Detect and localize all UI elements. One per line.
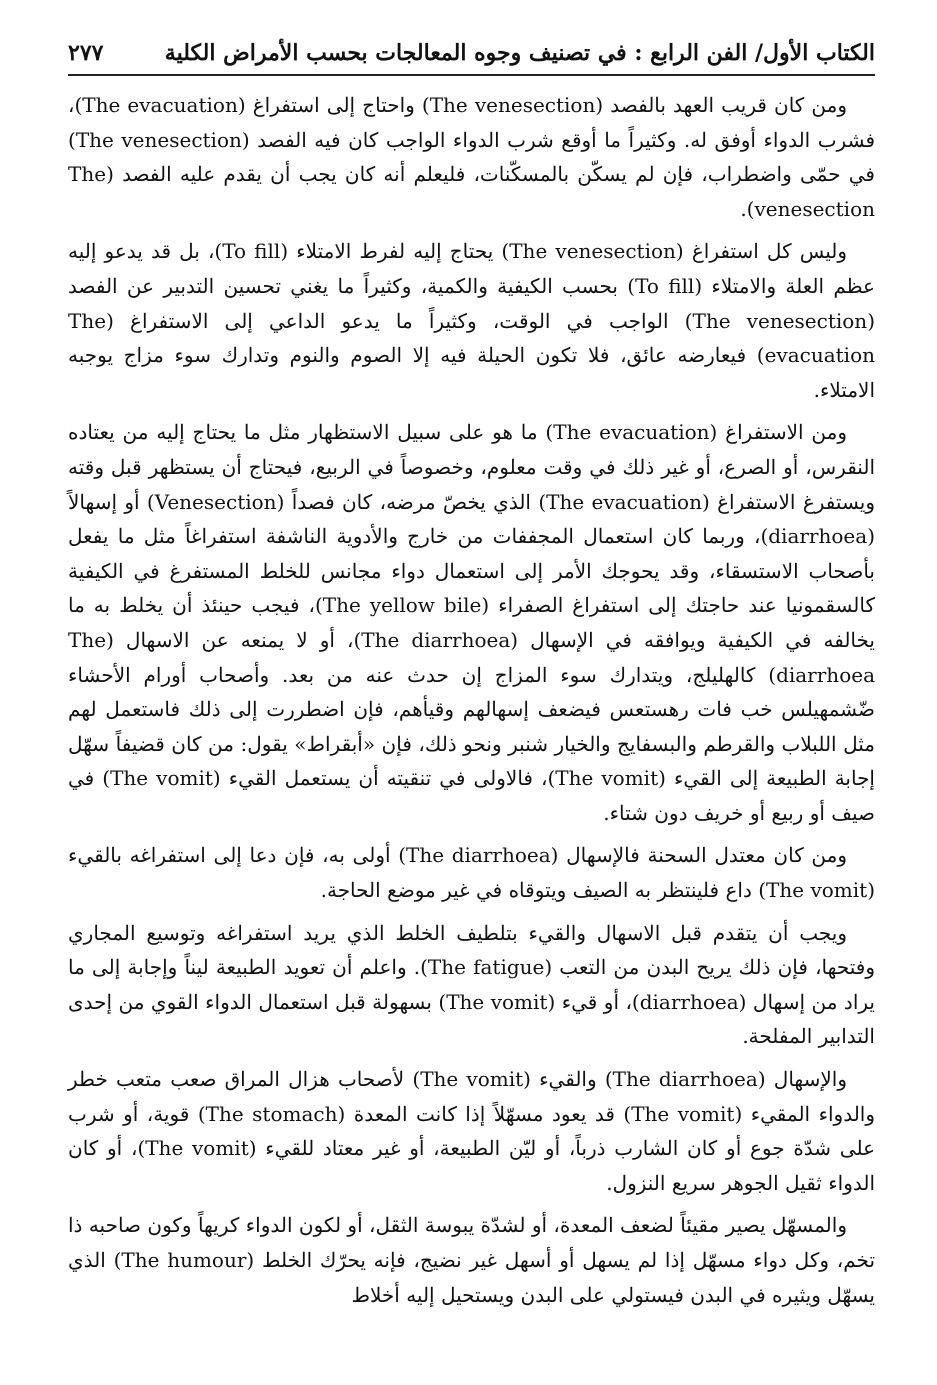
page-body (68, 88, 875, 1312)
paragraph: والإسهال (The diarrhoea) والقيء (The vomit) لأصحاب هزال المراق صعب متعب خطر والدواء المقيء (The vomit) قد يعود مسهّلاً إذا كانت المعدة (The stomach) قوية، أو شرب على شدّة جوع أو كان الشارب ذرباً، أو ليّن الطبيعة، أو غير معتاد للقيء (The vomit)، أو كان الدواء ثقيل الجوهر سريع النزول. (68, 1067, 875, 1195)
paragraph: ومن كان معتدل السحنة فالإسهال (The diarrhoea) أولى به، فإن دعا إلى استفراغه بالقيء (The vomit) داع فلينتظر به الصيف ويتوقاه في غير موضع الحاجة. (68, 843, 875, 903)
running-header (68, 40, 875, 76)
running-title: الكتاب الأول/ الفن الرابع : في تصنيف وجوه المعالجات بحسب الأمراض الكلية (164, 40, 875, 66)
paragraph: والمسهّل يصير مقيئاً لضعف المعدة، أو لشدّة يبوسة الثقل، أو لكون الدواء كريهاً وكون صاحبه ذا تخم، وكل دواء مسهّل إذا لم يسهل أو أسهل غير نضيج، فإنه يحرّك الخلط (The humour) الذي يسهّل ويثيره في البدن فيستولي على البدن ويستحيل إليه أخلاط (68, 1213, 876, 1307)
paragraph: وليس كل استفراغ (The venesection) يحتاج إليه لفرط الامتلاء (To fill)، بل قد يدعو إليه عظم العلة والامتلاء (To fill) بحسب الكيفية والكمية، وكثيراً ما يغني تحسين التدبير عن الفصد (The venesection) الواجب في الوقت، وكثيراً ما يدعو الداعي إلى الاستفراغ (The evacuation) فيعارضه عائق، فلا تكون الحيلة فيه إلا الصوم والنوم وتدارك سوء مزاج يوجبه الامتلاء. (68, 239, 876, 402)
page-number: ٢٧٧ (68, 40, 104, 66)
paragraph: ومن الاستفراغ (The evacuation) ما هو على سبيل الاستظهار مثل ما يحتاج إليه من يعتاده النقرس، أو الصرع، أو غير ذلك في وقت معلوم، وخصوصاً في الربيع، فيحتاج أن يستظهر قبل وقته ويستفرغ الاستفراغ (The evacuation) الذي يخصّ مرضه، كان فصداً (Venesection) أو إسهالاً (diarrhoea)، وربما كان استعمال المجففات من خارج والأدوية الناشفة استفراغاً مثل ما يفعل بأصحاب الاستسقاء، وقد يحوجك الأمر إلى استعمال دواء مجانس للخلط المستفرغ في الكيفية كالسقمونيا عند حاجتك إلى استفراغ الصفراء (The yellow bile)، فيجب حينئذ أن يخلط به ما يخالفه في الكيفية ويوافقه في الإسهال (The diarrhoea)، أو لا يمنعه عن الاسهال (The diarrhoea) كالهليلج، ويتدارك سوء المزاج إن حدث عنه من بعد. وأصحاب أورام الأحشاء ضّشمهيلس خب فات رهستعس فيضعف إسهالهم وقيأهم، فإن اضطررت إلى ذلك فاستعمل لهم مثل اللبلاب والقرطم والبسفايج والخيار شنبر ونحو ذلك، فإن «أبقراط» يقول: من كان قضيفاً سهّل إجابة الطبيعة إلى القيء (The vomit)، فالاولى في تنقيته أن يستعمل القيء (The vomit) في صيف أو ربيع أو خريف دون شتاء. (68, 420, 876, 825)
paragraph: ويجب أن يتقدم قبل الاسهال والقيء بتلطيف الخلط الذي يريد استفراغه وتوسيع المجاري وفتحها، فإن ذلك يريح البدن من التعب (The fatigue). واعلم أن تعويد الطبيعة ليناً وإجابة إلى ما يراد من إسهال (diarrhoea)، أو قيء (The vomit) بسهولة قبل استعمال الدواء القوي من إحدى التدابير المفلحة. (68, 920, 875, 1049)
paragraph: ومن كان قريب العهد بالفصد (The venesection) واحتاج إلى استفراغ (The evacuation)، فشرب الدواء أوفق له. وكثيراً ما أوقع شرب الدواء الواجب كان فيه الفصد (The venesection) في حمّى واضطراب، فإن لم يسكّن بالمسكّنات، فليعلم أنه كان يجب أن يقدم عليه الفصد (The venesection). (68, 93, 875, 221)
